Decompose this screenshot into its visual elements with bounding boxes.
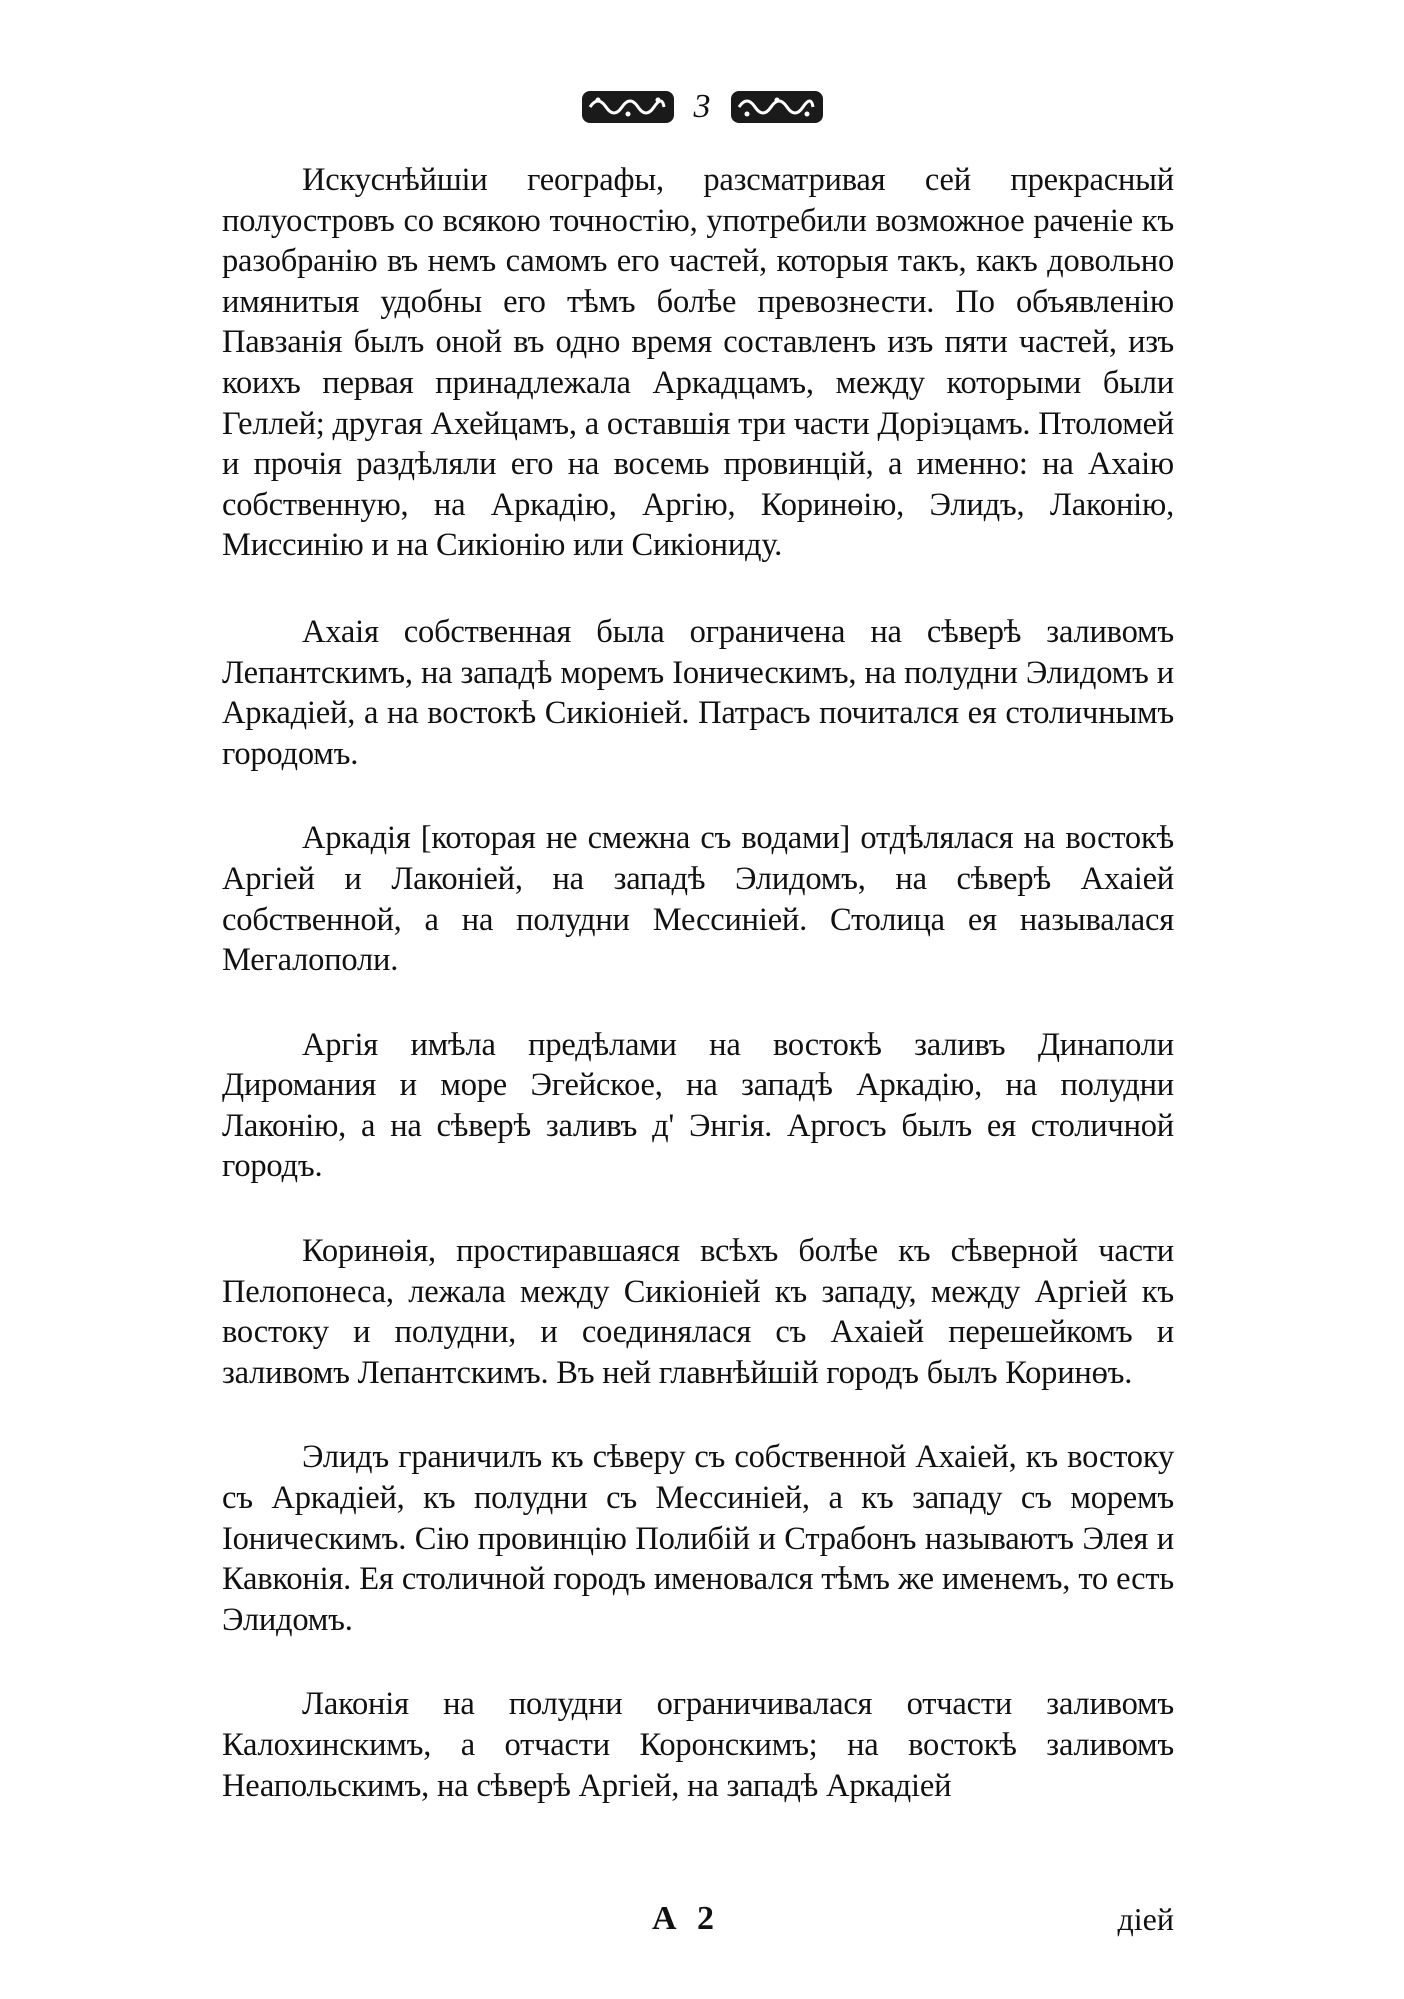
paragraph-corinthia: Коринөія, простиравшаяся всѣхъ болѣе къ сѣверной части Пелопонеса, лежала между Сикіоніей къ западу, между Аргіей къ востоку и полудни, и соединялася съ Ахаіей перешейкомъ и заливомъ Лепантскимъ. Въ ней главнѣйшій городъ былъ Коринөъ. (222, 1233, 1174, 1391)
body-text (222, 160, 1174, 1850)
page-number: 3 (693, 88, 711, 125)
page-header (0, 82, 1404, 132)
paragraph-peloponnese-parts: Искуснѣйшіи географы, разсматривая сей прекрасный полуостровъ со всякою точностію, употребили возможное раченіе къ разобранію въ немъ самомъ его частей, которыя такъ, какъ довольно имянитыя удобны его тѣмъ болѣе превознести. По объявленію Павзанія былъ оной въ одно время составленъ изъ пяти частей, изъ коихъ первая принадлежала Аркадцамъ, между которыми были Геллей; другая Ахейцамъ, а оставшія три части Доріэцамъ. Птоломей и прочія раздѣляли его на восемь провинцій, а именно: на Ахаію собственную, на Аркадію, Аргію, Коринөію, Элидъ, Лаконію, Миссинію и на Сикіонію или Сикіониду. (222, 162, 1174, 564)
catchword: діей (1117, 1901, 1174, 1937)
left-ornament-icon (580, 85, 676, 129)
paragraph-argia: Аргія имѣла предѣлами на востокѣ заливъ Динаполи Диромания и море Эгейское, на западѣ Аркадію, на полудни Лаконію, а на сѣверѣ заливъ д' Энгія. Аргосъ былъ ея столичной городъ. (222, 1026, 1174, 1185)
page-footer (222, 1897, 1174, 1941)
paragraph-arcadia: Аркадія [которая не смежна съ водами] отдѣлялася на востокѣ Аргіей и Лаконіей, на западѣ Элидомъ, на сѣверѣ Ахаіей собственной, а на полудни Мессиніей. Столица ея называлася Мегалополи. (222, 820, 1174, 979)
paragraph-achaia: Ахаія собственная была ограничена на сѣверѣ заливомъ Лепантскимъ, на западѣ моремъ Іоническимъ, на полудни Элидомъ и Аркадіей, а на востокѣ Сикіоніей. Патрасъ почитался ея столичнымъ городомъ. (222, 613, 1174, 772)
right-ornament-icon (729, 85, 825, 129)
paragraph-elis: Элидъ граничилъ къ сѣверу съ собственной Ахаіей, къ востоку съ Аркадіей, къ полудни съ Мессиніей, а къ западу съ моремъ Іоническимъ. Сію провинцію Полибій и Страбонъ называютъ Элея и Кавконія. Ея столичной городъ именовался тѣмъ же именемъ, то есть Элидомъ. (222, 1439, 1174, 1638)
signature-mark: А 2 (652, 1900, 721, 1937)
paragraph-laconia: Лаконія на полудни ограничивалася отчасти заливомъ Калохинскимъ, а отчасти Коронскимъ; на востокѣ заливомъ Неапольскимъ, на сѣверѣ Аргіей, на западѣ Аркадіей (222, 1686, 1174, 1804)
